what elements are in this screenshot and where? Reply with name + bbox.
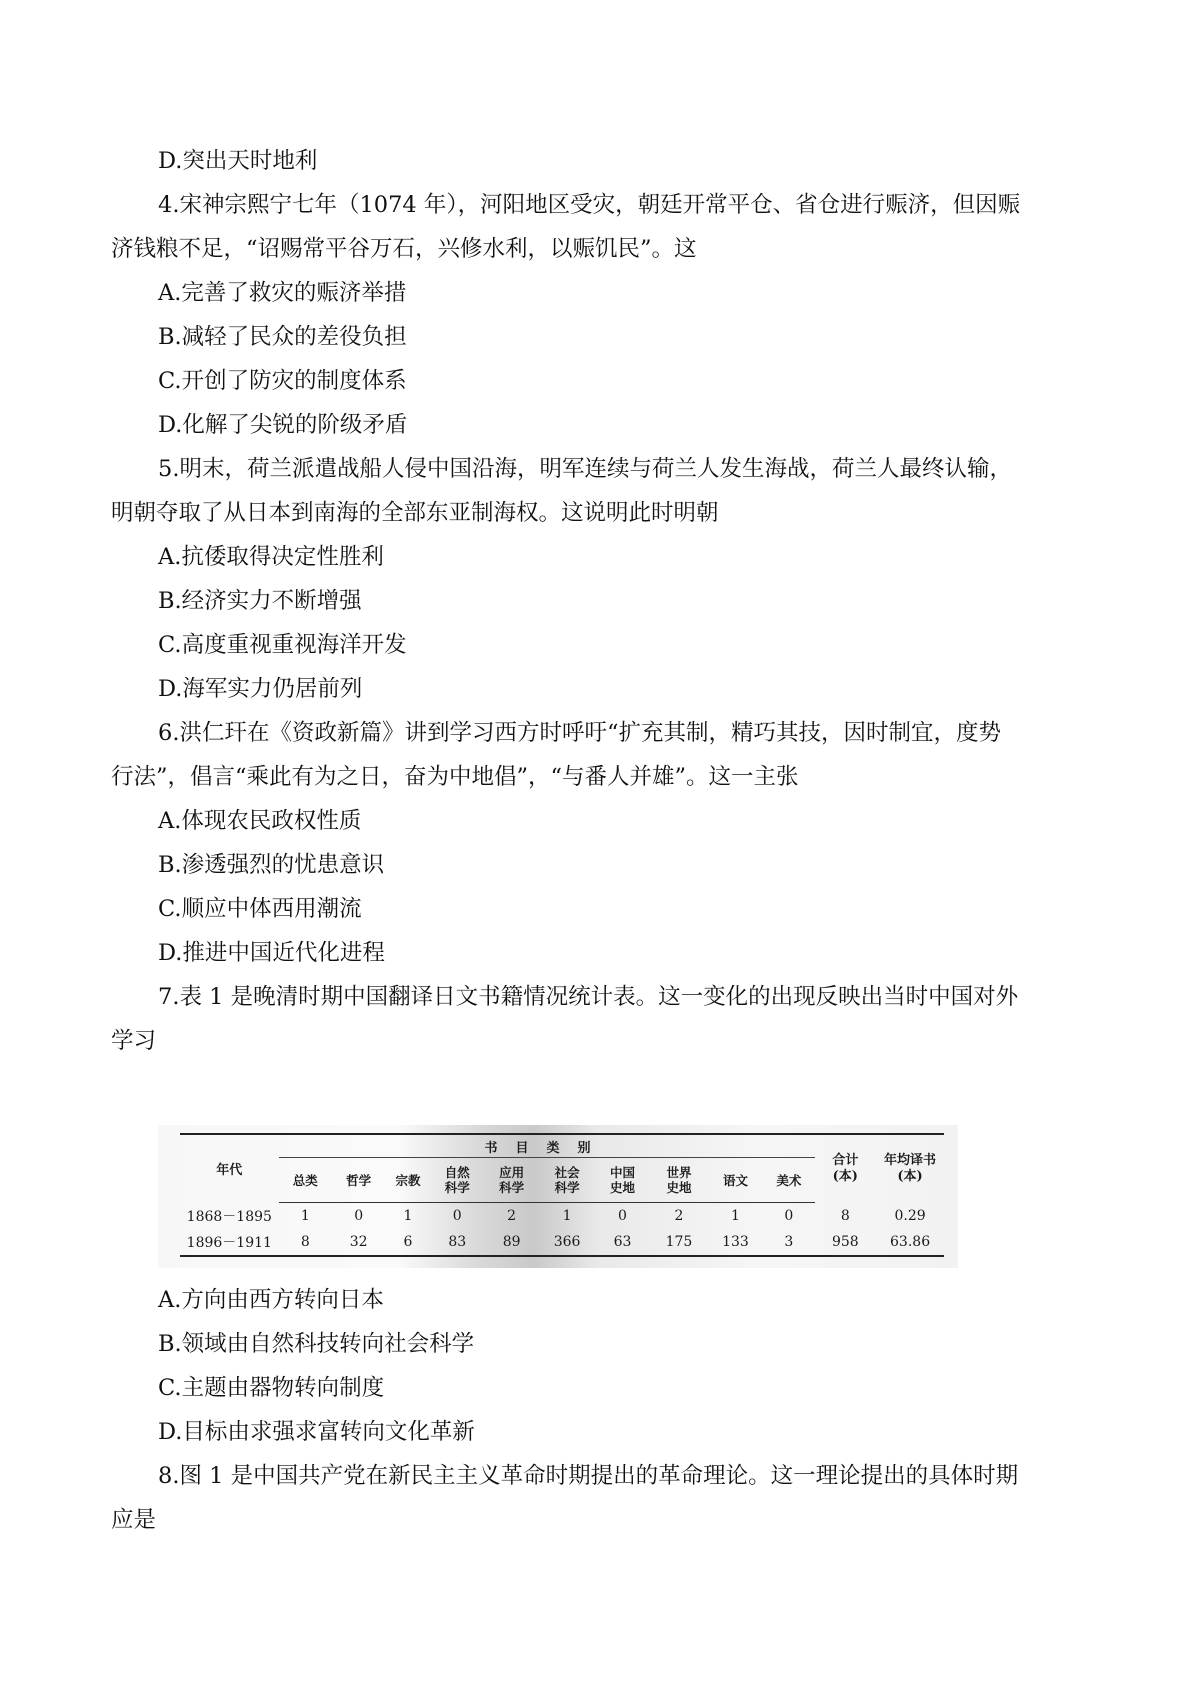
row-average-cell: 63.86 — [876, 1229, 944, 1256]
category-header-3: 自然 科学 — [431, 1158, 484, 1203]
q3-option-d: D.突出天时地利 — [158, 148, 318, 174]
row-value-cell: 2 — [674, 1208, 684, 1224]
q5-option-d: D.海军实力仍居前列 — [158, 676, 363, 702]
row-value-cell: 0 — [618, 1208, 627, 1224]
translation-stats-table — [180, 1133, 944, 1257]
row-total-cell: 8 — [840, 1207, 850, 1224]
category-header-1: 哲学 — [332, 1158, 385, 1203]
category-header-2: 宗教 — [385, 1158, 430, 1203]
row-value-cell: 8 — [279, 1229, 332, 1256]
q4-option-d: D.化解了尖锐的阶级矛盾 — [158, 412, 408, 438]
q4-stem-line2: 济钱粮不足，“诏赐常平谷万石，兴修水利，以赈饥民”。这 — [111, 236, 697, 262]
q6-option-a: A.体现农民政权性质 — [158, 808, 362, 834]
row-value-cell: 1 — [562, 1208, 572, 1224]
row-value-cell: 175 — [650, 1229, 708, 1256]
q6-stem-line1: 6.洪仁玕在《资政新篇》讲到学习西方时呼吁“扩充其制，精巧其技，因时制宜，度势 — [158, 720, 1001, 746]
table-row — [180, 1203, 944, 1230]
row-total-cell: 958 — [815, 1229, 877, 1256]
q6-stem-line2: 行法”，倡言“乘此有为之日，奋为中地倡”，“与番人并雄”。这一主张 — [111, 764, 799, 790]
q4-option-c: C.开创了防灾的制度体系 — [158, 368, 407, 394]
category-header-7: 世界 史地 — [650, 1158, 708, 1203]
q7-stem-line1: 7.表 1 是晚清时期中国翻译日文书籍情况统计表。这一变化的出现反映出当时中国对外 — [158, 984, 1019, 1010]
row-value-cell: 133 — [708, 1229, 763, 1256]
table-row — [180, 1229, 944, 1256]
row-value-cell: 1 — [730, 1208, 740, 1224]
category-group-header: 书目类别 — [279, 1134, 815, 1158]
year-column-header: 年代 — [180, 1134, 279, 1203]
row-value-cell: 1 — [300, 1208, 310, 1224]
q7-option-a: A.方向由西方转向日本 — [158, 1287, 384, 1313]
row-year-cell: 1868－1895 — [186, 1208, 272, 1225]
row-value-cell: 32 — [332, 1229, 385, 1256]
q6-option-c: C.顺应中体西用潮流 — [158, 896, 362, 922]
row-value-cell: 6 — [385, 1229, 430, 1256]
q8-stem-line2: 应是 — [111, 1507, 157, 1533]
q8-stem-line1: 8.图 1 是中国共产党在新民主主义革命时期提出的革命理论。这一理论提出的具体时期 — [158, 1463, 1019, 1489]
row-value-cell: 63 — [595, 1229, 650, 1256]
q5-option-c: C.高度重视重视海洋开发 — [158, 632, 407, 658]
q5-option-b: B.经济实力不断增强 — [158, 588, 362, 614]
row-value-cell: 83 — [431, 1229, 484, 1256]
annual-average-column-header: 年均译书 (本) — [876, 1134, 944, 1203]
q7-option-d: D.目标由求强求富转向文化革新 — [158, 1419, 475, 1445]
row-year-cell: 1896－1911 — [180, 1229, 279, 1256]
q4-option-b: B.减轻了民众的差役负担 — [158, 324, 407, 350]
total-column-header: 合计 (本) — [815, 1134, 877, 1203]
row-value-cell: 0 — [452, 1208, 462, 1224]
q7-option-b: B.领域由自然科技转向社会科学 — [158, 1331, 475, 1357]
q5-stem-line1: 5.明末，荷兰派遣战船人侵中国沿海，明军连续与荷兰人发生海战，荷兰人最终认输， — [158, 456, 1012, 482]
q4-stem-line1: 4.宋神宗熙宁七年（1074 年），河阳地区受灾，朝廷开常平仓、省仓进行赈济，但因赈 — [158, 192, 1021, 218]
row-value-cell: 1 — [403, 1208, 413, 1224]
category-header-0: 总类 — [279, 1158, 332, 1203]
q5-stem-line2: 明朝夺取了从日本到南海的全部东亚制海权。这说明此时明朝 — [111, 500, 719, 526]
q4-option-a: A.完善了救灾的赈济举措 — [158, 280, 407, 306]
table-body — [180, 1203, 944, 1257]
q7-stem-line2: 学习 — [111, 1028, 157, 1054]
row-value-cell: 2 — [507, 1208, 517, 1224]
q6-option-d: D.推进中国近代化进程 — [158, 940, 385, 966]
q5-option-a: A.抗倭取得决定性胜利 — [158, 544, 384, 570]
row-value-cell: 3 — [763, 1229, 814, 1256]
category-header-4: 应用 科学 — [484, 1158, 539, 1203]
row-value-cell: 0 — [784, 1208, 794, 1224]
q6-option-b: B.渗透强烈的忧患意识 — [158, 852, 385, 878]
category-header-5: 社会 科学 — [539, 1158, 594, 1203]
category-header-8: 语文 — [708, 1158, 763, 1203]
category-header-9: 美术 — [763, 1158, 814, 1203]
translation-table-image — [158, 1125, 958, 1268]
q7-option-c: C.主题由器物转向制度 — [158, 1375, 385, 1401]
category-header-6: 中国 史地 — [595, 1158, 650, 1203]
row-value-cell: 0 — [354, 1208, 364, 1224]
row-value-cell: 366 — [539, 1229, 594, 1256]
row-value-cell: 89 — [484, 1229, 539, 1256]
row-average-cell: 0.29 — [894, 1207, 926, 1224]
